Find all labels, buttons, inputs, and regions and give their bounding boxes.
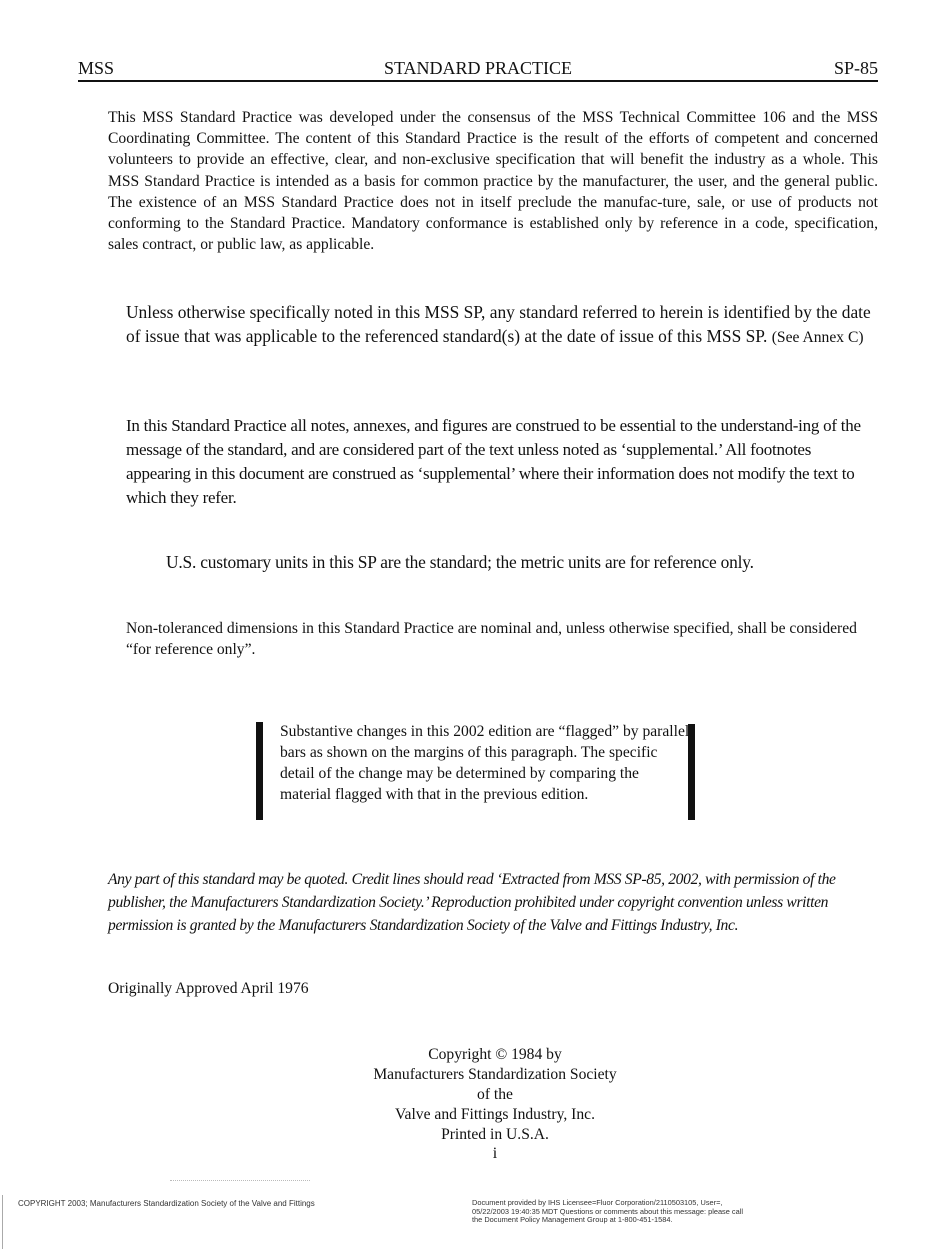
- notes-annexes-paragraph: In this Standard Practice all notes, annexes, and figures are construed to be essential to the understand-ing of the message of the standard, and are considered part of the text unless noted as ‘supplemental.’ All footnotes appearing in this document are construed as ‘supplemental’ where their information does not modify the text to which they refer.: [126, 416, 861, 507]
- printed-location: Printed in U.S.A.: [441, 1126, 549, 1143]
- header-title: STANDARD PRACTICE: [383, 58, 573, 78]
- consensus-paragraph: This MSS Standard Practice was developed under the consensus of the MSS Technical Committee 106 and the MSS Coordinating Committee. The content of this Standard Practice is the result of the efforts of competent and concerned volunteers to provide an effective, clear, and non-exclusive specification that will benefit the industry as a whole. This MSS Standard Practice is intended as a basis for common practice by the manufacturer, the user, and the general public. The existence of an MSS Standard Practice does not in itself preclude the manufac-ture, sale, or use of products not conforming to the Standard Practice. Mandatory conformance is established only by reference in a code, specification, sales contract, or public law, as applicable.: [108, 109, 878, 254]
- quotation-permission-paragraph: Any part of this standard may be quoted. Credit lines should read ‘Extracted from MSS SP-85, 2002, with permission of the publisher, the Manufacturers Standardization Society.’ Reproduction prohibited under copyright convention unless written permission is granted by the Manufacturers Standardization Society of the Valve and Fittings Industry, Inc.: [108, 871, 836, 934]
- scan-artifact: [170, 1180, 310, 1182]
- referenced-standards-text: Unless otherwise specifically noted in this MSS SP, any standard referred to herein is identified by the date of issue that was applicable to the referenced standard(s) at the date of issue of this MSS SP.: [126, 302, 871, 346]
- publisher-of: of the: [477, 1086, 513, 1103]
- dimensions-paragraph: Non-toleranced dimensions in this Standard Practice are nominal and, unless otherwise specified, shall be considered “for reference only”.: [126, 620, 857, 658]
- page-header: [78, 58, 878, 82]
- footer-license-line: Document provided by IHS Licensee=Fluor Corporation/2110503105, User=,: [472, 1198, 723, 1207]
- header-document-number: SP-85: [833, 58, 878, 78]
- copyright-block: [330, 1045, 660, 1145]
- units-paragraph: U.S. customary units in this SP are the standard; the metric units are for reference only.: [166, 552, 754, 572]
- approval-date: Originally Approved April 1976: [108, 980, 309, 997]
- scan-margin-line: [2, 1195, 3, 1249]
- publisher-industry: Valve and Fittings Industry, Inc.: [395, 1106, 595, 1123]
- publisher-name: Manufacturers Standardization Society: [373, 1066, 617, 1083]
- referenced-standards-paragraph: [126, 300, 876, 350]
- footer-license-line: 05/22/2003 19:40:35 MDT Questions or comments about this message: please call: [472, 1206, 744, 1216]
- left-change-flag-bar: [256, 722, 263, 820]
- page-number: i: [492, 1145, 498, 1162]
- header-organization: MSS: [78, 58, 115, 78]
- footer-license-notice: [472, 1199, 792, 1225]
- annex-reference: (See Annex C): [771, 329, 864, 346]
- footer-copyright: COPYRIGHT 2003; Manufacturers Standardization Society of the Valve and Fittings: [18, 1199, 315, 1208]
- flagged-changes-paragraph: Substantive changes in this 2002 edition are “flagged” by parallel bars as shown on the margins of this paragraph. The specific detail of the change may be determined by comparing the material flagged with that in the previous edition.: [280, 723, 690, 803]
- footer-license-line: the Document Policy Management Group at 1-800-451-1584.: [472, 1215, 673, 1225]
- copyright-line: Copyright © 1984 by: [428, 1046, 562, 1063]
